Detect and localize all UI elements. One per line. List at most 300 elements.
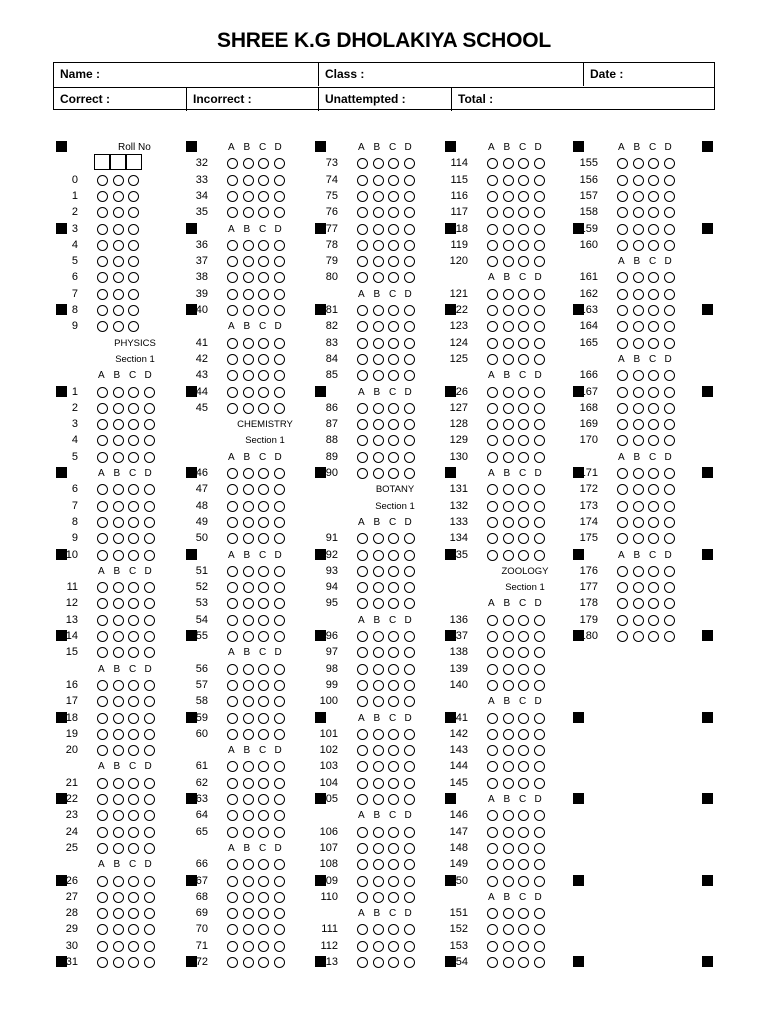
answer-bubble[interactable]	[274, 892, 285, 903]
answer-bubble[interactable]	[487, 419, 498, 430]
answer-bubble[interactable]	[258, 305, 269, 316]
answer-bubble[interactable]	[633, 468, 644, 479]
answer-bubble[interactable]	[388, 761, 399, 772]
answer-bubble[interactable]	[648, 533, 659, 544]
answer-bubble[interactable]	[227, 468, 238, 479]
answer-bubble[interactable]	[274, 924, 285, 935]
answer-bubble[interactable]	[357, 631, 368, 642]
answer-bubble[interactable]	[518, 550, 529, 561]
answer-bubble[interactable]	[503, 957, 514, 968]
answer-bubble[interactable]	[128, 533, 139, 544]
answer-bubble[interactable]	[113, 713, 124, 724]
answer-bubble[interactable]	[503, 924, 514, 935]
answer-bubble[interactable]	[633, 272, 644, 283]
answer-bubble[interactable]	[633, 289, 644, 300]
answer-bubble[interactable]	[534, 452, 545, 463]
answer-bubble[interactable]	[487, 387, 498, 398]
answer-bubble[interactable]	[388, 452, 399, 463]
answer-bubble[interactable]	[144, 501, 155, 512]
answer-bubble[interactable]	[373, 631, 384, 642]
answer-bubble[interactable]	[388, 582, 399, 593]
roll-bubble[interactable]	[113, 175, 124, 186]
answer-bubble[interactable]	[503, 745, 514, 756]
answer-bubble[interactable]	[144, 876, 155, 887]
date-field[interactable]: Date :	[583, 63, 714, 86]
answer-bubble[interactable]	[503, 533, 514, 544]
answer-bubble[interactable]	[113, 827, 124, 838]
answer-bubble[interactable]	[518, 941, 529, 952]
answer-bubble[interactable]	[487, 158, 498, 169]
answer-bubble[interactable]	[227, 175, 238, 186]
answer-bubble[interactable]	[388, 256, 399, 267]
answer-bubble[interactable]	[617, 321, 628, 332]
answer-bubble[interactable]	[388, 272, 399, 283]
answer-bubble[interactable]	[534, 533, 545, 544]
answer-bubble[interactable]	[258, 957, 269, 968]
answer-bubble[interactable]	[534, 550, 545, 561]
answer-bubble[interactable]	[97, 517, 108, 528]
answer-bubble[interactable]	[227, 240, 238, 251]
answer-bubble[interactable]	[664, 338, 675, 349]
roll-bubble[interactable]	[113, 224, 124, 235]
answer-bubble[interactable]	[227, 501, 238, 512]
answer-bubble[interactable]	[258, 191, 269, 202]
answer-bubble[interactable]	[97, 533, 108, 544]
answer-bubble[interactable]	[518, 354, 529, 365]
answer-bubble[interactable]	[97, 794, 108, 805]
answer-bubble[interactable]	[633, 403, 644, 414]
roll-bubble[interactable]	[113, 240, 124, 251]
answer-bubble[interactable]	[243, 680, 254, 691]
answer-bubble[interactable]	[227, 272, 238, 283]
answer-bubble[interactable]	[648, 338, 659, 349]
answer-bubble[interactable]	[97, 550, 108, 561]
answer-bubble[interactable]	[227, 761, 238, 772]
total-field[interactable]: Total :	[451, 88, 714, 111]
answer-bubble[interactable]	[357, 224, 368, 235]
answer-bubble[interactable]	[487, 403, 498, 414]
answer-bubble[interactable]	[274, 158, 285, 169]
answer-bubble[interactable]	[144, 419, 155, 430]
answer-bubble[interactable]	[258, 876, 269, 887]
roll-bubble[interactable]	[128, 224, 139, 235]
answer-bubble[interactable]	[227, 370, 238, 381]
answer-bubble[interactable]	[373, 452, 384, 463]
answer-bubble[interactable]	[487, 680, 498, 691]
answer-bubble[interactable]	[534, 859, 545, 870]
answer-bubble[interactable]	[227, 582, 238, 593]
answer-bubble[interactable]	[633, 158, 644, 169]
answer-bubble[interactable]	[487, 859, 498, 870]
answer-bubble[interactable]	[487, 305, 498, 316]
answer-bubble[interactable]	[648, 566, 659, 577]
answer-bubble[interactable]	[227, 794, 238, 805]
answer-bubble[interactable]	[357, 468, 368, 479]
answer-bubble[interactable]	[258, 338, 269, 349]
answer-bubble[interactable]	[113, 876, 124, 887]
answer-bubble[interactable]	[664, 533, 675, 544]
answer-bubble[interactable]	[357, 745, 368, 756]
answer-bubble[interactable]	[617, 191, 628, 202]
answer-bubble[interactable]	[487, 843, 498, 854]
answer-bubble[interactable]	[243, 664, 254, 675]
answer-bubble[interactable]	[144, 435, 155, 446]
answer-bubble[interactable]	[404, 370, 415, 381]
class-field[interactable]: Class :	[318, 63, 583, 86]
answer-bubble[interactable]	[617, 289, 628, 300]
answer-bubble[interactable]	[373, 191, 384, 202]
answer-bubble[interactable]	[144, 696, 155, 707]
answer-bubble[interactable]	[648, 272, 659, 283]
answer-bubble[interactable]	[113, 729, 124, 740]
answer-bubble[interactable]	[373, 256, 384, 267]
answer-bubble[interactable]	[518, 338, 529, 349]
answer-bubble[interactable]	[404, 419, 415, 430]
answer-bubble[interactable]	[518, 419, 529, 430]
roll-bubble[interactable]	[113, 191, 124, 202]
answer-bubble[interactable]	[227, 810, 238, 821]
answer-bubble[interactable]	[144, 550, 155, 561]
answer-bubble[interactable]	[534, 484, 545, 495]
answer-bubble[interactable]	[487, 615, 498, 626]
answer-bubble[interactable]	[518, 501, 529, 512]
answer-bubble[interactable]	[648, 615, 659, 626]
answer-bubble[interactable]	[128, 810, 139, 821]
answer-bubble[interactable]	[373, 158, 384, 169]
answer-bubble[interactable]	[503, 435, 514, 446]
roll-bubble[interactable]	[113, 289, 124, 300]
answer-bubble[interactable]	[617, 272, 628, 283]
answer-bubble[interactable]	[404, 664, 415, 675]
answer-bubble[interactable]	[243, 484, 254, 495]
answer-bubble[interactable]	[388, 827, 399, 838]
answer-bubble[interactable]	[128, 827, 139, 838]
incorrect-field[interactable]: Incorrect :	[186, 88, 318, 111]
answer-bubble[interactable]	[518, 305, 529, 316]
answer-bubble[interactable]	[227, 680, 238, 691]
answer-bubble[interactable]	[357, 452, 368, 463]
answer-bubble[interactable]	[388, 158, 399, 169]
answer-bubble[interactable]	[664, 224, 675, 235]
answer-bubble[interactable]	[373, 827, 384, 838]
answer-bubble[interactable]	[258, 859, 269, 870]
answer-bubble[interactable]	[487, 256, 498, 267]
answer-bubble[interactable]	[503, 615, 514, 626]
answer-bubble[interactable]	[503, 827, 514, 838]
answer-bubble[interactable]	[633, 370, 644, 381]
answer-bubble[interactable]	[633, 175, 644, 186]
answer-bubble[interactable]	[97, 387, 108, 398]
answer-bubble[interactable]	[388, 941, 399, 952]
answer-bubble[interactable]	[664, 484, 675, 495]
answer-bubble[interactable]	[388, 321, 399, 332]
answer-bubble[interactable]	[113, 941, 124, 952]
answer-bubble[interactable]	[648, 289, 659, 300]
answer-bubble[interactable]	[648, 158, 659, 169]
answer-bubble[interactable]	[503, 550, 514, 561]
answer-bubble[interactable]	[534, 354, 545, 365]
answer-bubble[interactable]	[227, 191, 238, 202]
answer-bubble[interactable]	[144, 387, 155, 398]
roll-bubble[interactable]	[128, 272, 139, 283]
answer-bubble[interactable]	[357, 256, 368, 267]
answer-bubble[interactable]	[243, 957, 254, 968]
answer-bubble[interactable]	[534, 403, 545, 414]
answer-bubble[interactable]	[357, 175, 368, 186]
answer-bubble[interactable]	[357, 566, 368, 577]
answer-bubble[interactable]	[534, 664, 545, 675]
answer-bubble[interactable]	[664, 240, 675, 251]
answer-bubble[interactable]	[373, 892, 384, 903]
answer-bubble[interactable]	[227, 827, 238, 838]
answer-bubble[interactable]	[274, 615, 285, 626]
answer-bubble[interactable]	[388, 207, 399, 218]
answer-bubble[interactable]	[258, 289, 269, 300]
answer-bubble[interactable]	[487, 175, 498, 186]
answer-bubble[interactable]	[534, 713, 545, 724]
roll-bubble[interactable]	[128, 289, 139, 300]
roll-bubble[interactable]	[128, 305, 139, 316]
answer-bubble[interactable]	[518, 876, 529, 887]
answer-bubble[interactable]	[144, 713, 155, 724]
answer-bubble[interactable]	[518, 680, 529, 691]
answer-bubble[interactable]	[373, 305, 384, 316]
answer-bubble[interactable]	[373, 778, 384, 789]
answer-bubble[interactable]	[534, 876, 545, 887]
answer-bubble[interactable]	[274, 778, 285, 789]
answer-bubble[interactable]	[227, 892, 238, 903]
roll-bubble[interactable]	[128, 256, 139, 267]
answer-bubble[interactable]	[113, 452, 124, 463]
answer-bubble[interactable]	[617, 533, 628, 544]
answer-bubble[interactable]	[357, 191, 368, 202]
answer-bubble[interactable]	[258, 517, 269, 528]
answer-bubble[interactable]	[243, 158, 254, 169]
answer-bubble[interactable]	[243, 501, 254, 512]
answer-bubble[interactable]	[534, 647, 545, 658]
answer-bubble[interactable]	[357, 158, 368, 169]
answer-bubble[interactable]	[243, 517, 254, 528]
answer-bubble[interactable]	[274, 354, 285, 365]
answer-bubble[interactable]	[534, 761, 545, 772]
answer-bubble[interactable]	[357, 272, 368, 283]
answer-bubble[interactable]	[113, 908, 124, 919]
roll-bubble[interactable]	[97, 289, 108, 300]
answer-bubble[interactable]	[503, 338, 514, 349]
answer-bubble[interactable]	[487, 240, 498, 251]
answer-bubble[interactable]	[518, 175, 529, 186]
answer-bubble[interactable]	[534, 501, 545, 512]
answer-bubble[interactable]	[534, 256, 545, 267]
answer-bubble[interactable]	[274, 207, 285, 218]
answer-bubble[interactable]	[373, 370, 384, 381]
answer-bubble[interactable]	[388, 305, 399, 316]
answer-bubble[interactable]	[113, 745, 124, 756]
answer-bubble[interactable]	[518, 240, 529, 251]
answer-bubble[interactable]	[633, 533, 644, 544]
answer-bubble[interactable]	[227, 566, 238, 577]
answer-bubble[interactable]	[227, 615, 238, 626]
answer-bubble[interactable]	[633, 419, 644, 430]
answer-bubble[interactable]	[144, 582, 155, 593]
answer-bubble[interactable]	[518, 615, 529, 626]
answer-bubble[interactable]	[664, 566, 675, 577]
answer-bubble[interactable]	[128, 435, 139, 446]
answer-bubble[interactable]	[404, 892, 415, 903]
answer-bubble[interactable]	[503, 354, 514, 365]
answer-bubble[interactable]	[113, 435, 124, 446]
answer-bubble[interactable]	[487, 321, 498, 332]
answer-bubble[interactable]	[518, 387, 529, 398]
answer-bubble[interactable]	[144, 843, 155, 854]
answer-bubble[interactable]	[617, 158, 628, 169]
roll-bubble[interactable]	[113, 321, 124, 332]
answer-bubble[interactable]	[357, 827, 368, 838]
answer-bubble[interactable]	[97, 598, 108, 609]
answer-bubble[interactable]	[144, 941, 155, 952]
answer-bubble[interactable]	[487, 957, 498, 968]
answer-bubble[interactable]	[144, 892, 155, 903]
answer-bubble[interactable]	[128, 843, 139, 854]
answer-bubble[interactable]	[258, 370, 269, 381]
answer-bubble[interactable]	[617, 240, 628, 251]
answer-bubble[interactable]	[518, 207, 529, 218]
answer-bubble[interactable]	[113, 680, 124, 691]
answer-bubble[interactable]	[617, 631, 628, 642]
answer-bubble[interactable]	[128, 876, 139, 887]
answer-bubble[interactable]	[357, 598, 368, 609]
answer-bubble[interactable]	[274, 957, 285, 968]
answer-bubble[interactable]	[357, 582, 368, 593]
answer-bubble[interactable]	[534, 321, 545, 332]
answer-bubble[interactable]	[227, 289, 238, 300]
roll-bubble[interactable]	[97, 321, 108, 332]
answer-bubble[interactable]	[534, 680, 545, 691]
answer-bubble[interactable]	[534, 924, 545, 935]
answer-bubble[interactable]	[274, 338, 285, 349]
answer-bubble[interactable]	[113, 419, 124, 430]
answer-bubble[interactable]	[404, 207, 415, 218]
answer-bubble[interactable]	[357, 859, 368, 870]
answer-bubble[interactable]	[404, 631, 415, 642]
answer-bubble[interactable]	[534, 810, 545, 821]
answer-bubble[interactable]	[97, 810, 108, 821]
answer-bubble[interactable]	[648, 468, 659, 479]
answer-bubble[interactable]	[633, 305, 644, 316]
answer-bubble[interactable]	[487, 664, 498, 675]
answer-bubble[interactable]	[258, 794, 269, 805]
answer-bubble[interactable]	[617, 419, 628, 430]
answer-bubble[interactable]	[518, 859, 529, 870]
answer-bubble[interactable]	[633, 517, 644, 528]
answer-bubble[interactable]	[633, 435, 644, 446]
answer-bubble[interactable]	[113, 582, 124, 593]
answer-bubble[interactable]	[274, 272, 285, 283]
answer-bubble[interactable]	[274, 827, 285, 838]
answer-bubble[interactable]	[243, 272, 254, 283]
answer-bubble[interactable]	[518, 908, 529, 919]
answer-bubble[interactable]	[97, 745, 108, 756]
answer-bubble[interactable]	[487, 533, 498, 544]
answer-bubble[interactable]	[404, 680, 415, 691]
answer-bubble[interactable]	[243, 370, 254, 381]
answer-bubble[interactable]	[243, 289, 254, 300]
answer-bubble[interactable]	[274, 696, 285, 707]
answer-bubble[interactable]	[97, 403, 108, 414]
answer-bubble[interactable]	[518, 533, 529, 544]
answer-bubble[interactable]	[128, 550, 139, 561]
answer-bubble[interactable]	[518, 224, 529, 235]
answer-bubble[interactable]	[97, 778, 108, 789]
answer-bubble[interactable]	[128, 924, 139, 935]
answer-bubble[interactable]	[274, 387, 285, 398]
roll-bubble[interactable]	[97, 240, 108, 251]
answer-bubble[interactable]	[534, 338, 545, 349]
answer-bubble[interactable]	[97, 647, 108, 658]
answer-bubble[interactable]	[404, 924, 415, 935]
answer-bubble[interactable]	[503, 452, 514, 463]
answer-bubble[interactable]	[388, 338, 399, 349]
answer-bubble[interactable]	[243, 598, 254, 609]
answer-bubble[interactable]	[274, 175, 285, 186]
answer-bubble[interactable]	[518, 484, 529, 495]
answer-bubble[interactable]	[113, 501, 124, 512]
answer-bubble[interactable]	[518, 761, 529, 772]
answer-bubble[interactable]	[113, 387, 124, 398]
answer-bubble[interactable]	[648, 598, 659, 609]
answer-bubble[interactable]	[388, 354, 399, 365]
answer-bubble[interactable]	[534, 957, 545, 968]
answer-bubble[interactable]	[373, 435, 384, 446]
answer-bubble[interactable]	[534, 240, 545, 251]
answer-bubble[interactable]	[274, 256, 285, 267]
answer-bubble[interactable]	[534, 191, 545, 202]
answer-bubble[interactable]	[503, 876, 514, 887]
answer-bubble[interactable]	[388, 631, 399, 642]
answer-bubble[interactable]	[258, 631, 269, 642]
answer-bubble[interactable]	[144, 957, 155, 968]
answer-bubble[interactable]	[373, 354, 384, 365]
answer-bubble[interactable]	[633, 321, 644, 332]
answer-bubble[interactable]	[97, 957, 108, 968]
answer-bubble[interactable]	[97, 452, 108, 463]
answer-bubble[interactable]	[617, 517, 628, 528]
answer-bubble[interactable]	[664, 321, 675, 332]
answer-bubble[interactable]	[274, 810, 285, 821]
answer-bubble[interactable]	[617, 484, 628, 495]
answer-bubble[interactable]	[487, 729, 498, 740]
answer-bubble[interactable]	[648, 517, 659, 528]
answer-bubble[interactable]	[503, 256, 514, 267]
answer-bubble[interactable]	[113, 484, 124, 495]
answer-bubble[interactable]	[388, 435, 399, 446]
answer-bubble[interactable]	[648, 207, 659, 218]
answer-bubble[interactable]	[128, 713, 139, 724]
answer-bubble[interactable]	[258, 256, 269, 267]
roll-no-box[interactable]	[110, 154, 126, 170]
answer-bubble[interactable]	[357, 354, 368, 365]
answer-bubble[interactable]	[664, 615, 675, 626]
answer-bubble[interactable]	[227, 354, 238, 365]
answer-bubble[interactable]	[503, 729, 514, 740]
roll-bubble[interactable]	[97, 207, 108, 218]
answer-bubble[interactable]	[227, 338, 238, 349]
answer-bubble[interactable]	[243, 256, 254, 267]
answer-bubble[interactable]	[404, 598, 415, 609]
answer-bubble[interactable]	[243, 582, 254, 593]
answer-bubble[interactable]	[404, 778, 415, 789]
answer-bubble[interactable]	[357, 957, 368, 968]
